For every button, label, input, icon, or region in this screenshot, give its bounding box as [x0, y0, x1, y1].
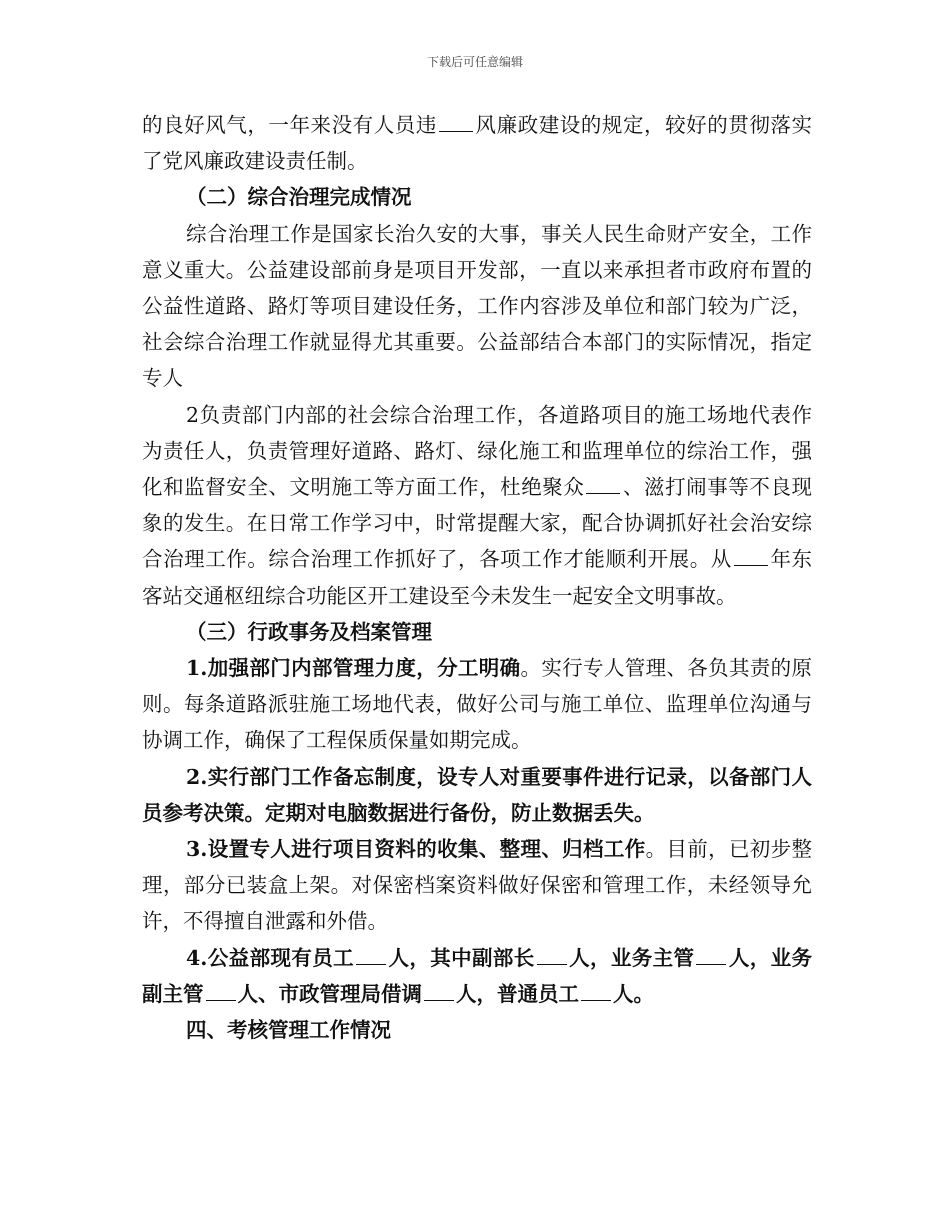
section-heading-admin-archives: （三）行政事务及档案管理: [186, 619, 432, 644]
blank-underline: [734, 564, 768, 566]
blank-underline: [424, 999, 454, 1001]
document-body: [142, 107, 812, 1048]
list-item-2: 2.实行部门工作备忘制度，设专人对重要事件进行记录，以备部门人员参考决策。定期对电脑数据进行备份，防止数据丢失。: [142, 764, 812, 825]
blank-underline: [586, 492, 620, 494]
blank-underline: [356, 963, 386, 965]
section-heading-comprehensive-governance: （二）综合治理完成情况: [186, 185, 412, 210]
blank-underline: [206, 999, 236, 1001]
paragraph-integrity: 的良好风气，一年来没有人员违 风廉政建设的规定，较好的贯彻落实了党风廉政建设责任制。: [142, 113, 813, 174]
blank-underline: [696, 963, 726, 965]
blank-underline: [537, 963, 567, 965]
list-item-1: 1.加强部门内部管理力度，分工明确。实行专人管理、各负其责的原则。每条道路派驻施工场地代表，做好公司与施工单位、监理单位沟通与协调工作，确保了工程保质保量如期完成。: [142, 656, 813, 753]
blank-underline: [581, 999, 611, 1001]
list-item-4: 4.公益部现有员工 人，其中副部长 人，业务主管 人，业务副主管 人、市政管理局借调 人，普通员工 人。: [142, 945, 813, 1006]
page-header: 下载后可任意编辑: [426, 55, 523, 69]
list-item-3: 3.设置专人进行项目资料的收集、整理、归档工作。目前，已初步整理，部分已装盒上架。对保密档案资料做好保密和管理工作，未经领导允许，不得擅自泄露和外借。: [142, 837, 812, 934]
section-heading-assessment: 四、考核管理工作情况: [186, 1018, 391, 1043]
paragraph-governance-intro: 综合治理工作是国家长治久安的大事，事关人民生命财产安全，工作意义重大。公益建设部前身是项目开发部，一直以来承担者市政府布置的公益性道路、路灯等项目建设任务，工作内容涉及单位和部门较为广泛，社会综合治理工作就显得尤其重要。公益部结合本部门的实际情况，指定专人: [142, 221, 812, 391]
paragraph-governance-detail: 2负责部门内部的社会综合治理工作，各道路项目的施工场地代表作为责任人，负责管理好道路、路灯、绿化施工和监理单位的综治工作，强化和监督安全、文明施工等方面工作，杜绝聚众 、滋打闹事等不良现象的发生。在日常工作学习中，时常提醒大家，配合协调抓好社会治安综合治理工作。综合治理工作抓好了，各项工作才能顺利开展。从 年东客站交通枢纽综合功能区开工建设至今未发生一起安全文明事故。: [142, 402, 813, 608]
blank-underline: [439, 130, 473, 132]
